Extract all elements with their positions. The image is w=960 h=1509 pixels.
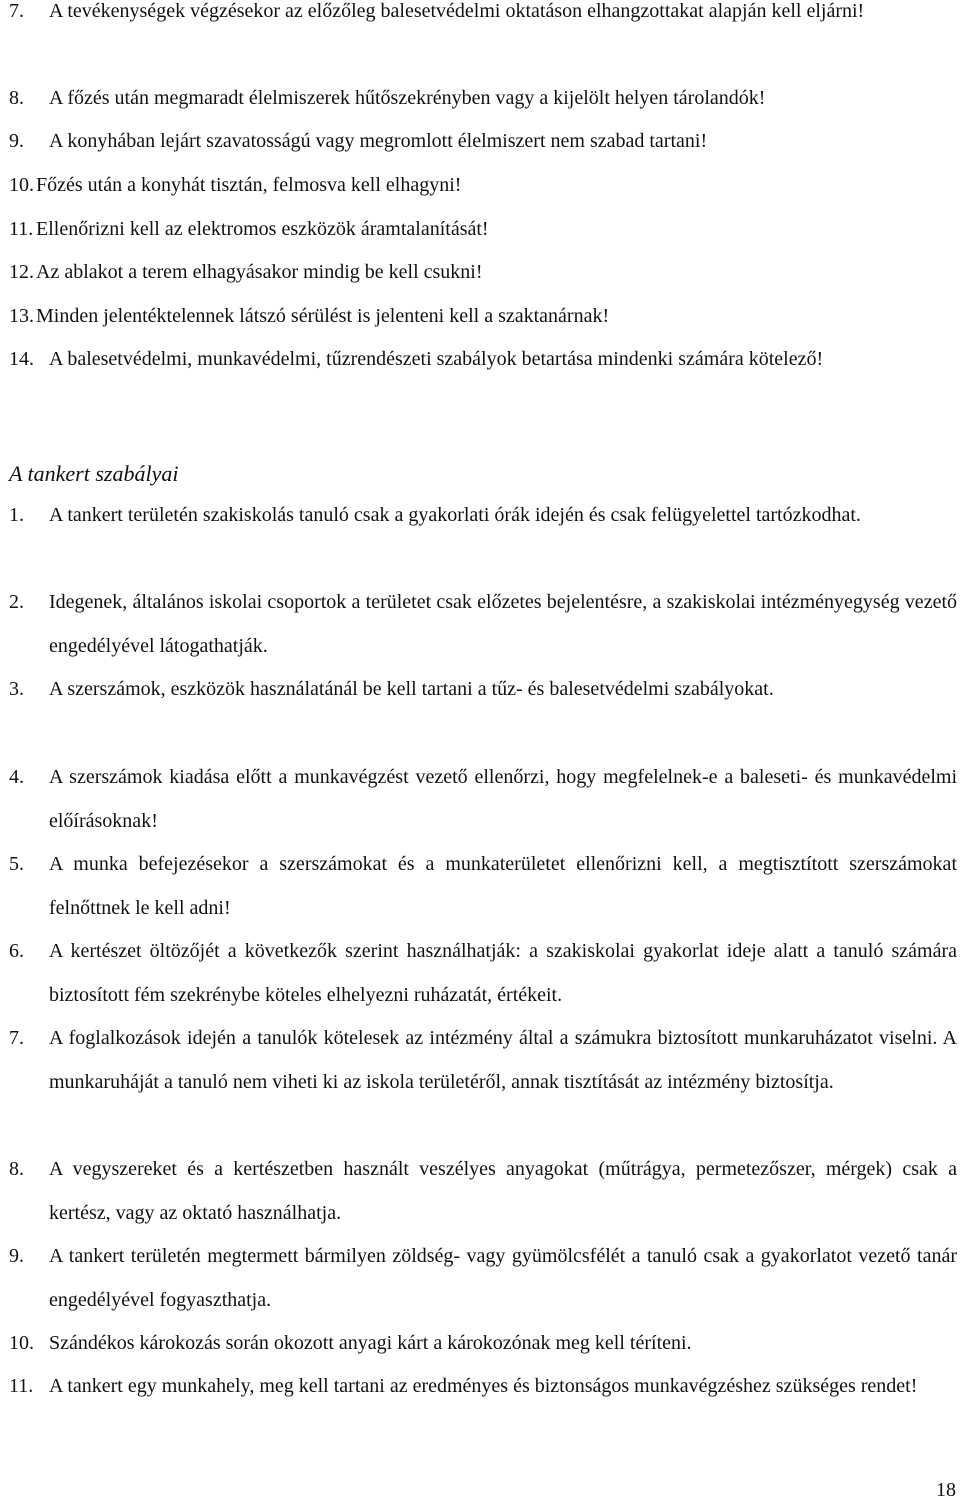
list-text: Ellenőrizni kell az elektromos eszközök áramtalanítását! (36, 218, 489, 240)
list-item (9, 77, 957, 121)
list-text: A vegyszereket és a kertészetben használt veszélyes anyagokat (műtrágya, permetezőszer, mérgek) csak a kertész, vagy az oktató használhatja. (49, 1158, 957, 1224)
list-number: 1. (9, 504, 24, 526)
list-number: 11. (9, 1375, 34, 1397)
section-heading: A tankert szabályai (9, 461, 179, 486)
list-number: 12. (9, 261, 34, 283)
list-item (9, 1148, 957, 1235)
list-number: 4. (9, 766, 24, 788)
list-number: 7. (9, 0, 24, 22)
list-number: 10. (9, 1332, 34, 1354)
list-text: A foglalkozások idején a tanulók kötelesek az intézmény által a számukra biztosított munkaruházatot viselni. A munkaruháját a tanuló nem viheti ki az iskola területéről, annak tisztítását az intézmény biztosítja. (49, 1027, 957, 1093)
list-text: A kertészet öltözőjét a következők szerint használhatják: a szakiskolai gyakorlat ideje alatt a tanuló számára biztosított fém szekrénybe köteles elhelyezni ruházatát, értékeit. (49, 940, 957, 1006)
list-item (9, 1365, 957, 1409)
list-item (9, 120, 957, 164)
list-item (9, 338, 957, 382)
list-text: Idegenek, általános iskolai csoportok a területet csak előzetes bejelentésre, a szakiskolai intézményegység vezető engedélyével látogathatják. (49, 591, 957, 657)
list-number: 7. (9, 1027, 24, 1049)
list-text: A munka befejezésekor a szerszámokat és a munkaterületet ellenőrizni kell, a megtisztított szerszámokat felnőttnek le kell adni! (49, 853, 957, 919)
list-number: 3. (9, 678, 24, 700)
list-item (9, 494, 957, 538)
list-text: A tankert területén megtermett bármilyen zöldség- vagy gyümölcsfélét a tanuló csak a gyakorlatot vezető tanár engedélyével fogyaszthatja. (49, 1245, 957, 1311)
list-number: 13. (9, 305, 34, 327)
list-text: A tankert egy munkahely, meg kell tartani az eredményes és biztonságos munkavégzéshez szükséges rendet! (49, 1375, 918, 1397)
list-item (9, 843, 957, 930)
list-item (9, 251, 957, 295)
list-item (9, 930, 957, 1017)
list-item (9, 1322, 957, 1366)
list-text: A főzés után megmaradt élelmiszerek hűtőszekrényben vagy a kijelölt helyen tárolandók! (49, 87, 766, 109)
list-number: 14. (9, 348, 34, 370)
list-text: Szándékos károkozás során okozott anyagi kárt a károkozónak meg kell téríteni. (49, 1332, 692, 1354)
list-text: Főzés után a konyhát tisztán, felmosva kell elhagyni! (36, 174, 462, 196)
list-text: Az ablakot a terem elhagyásakor mindig be kell csukni! (36, 261, 483, 283)
list-text: Minden jelentéktelennek látszó sérülést is jelenteni kell a szaktanárnak! (36, 305, 610, 327)
list-text: A szerszámok, eszközök használatánál be kell tartani a tűz- és balesetvédelmi szabályokat. (49, 678, 774, 700)
page-number: 18 (936, 1479, 956, 1501)
list-item (9, 581, 957, 668)
list-number: 10. (9, 174, 34, 196)
list-number: 6. (9, 940, 24, 962)
list-number: 8. (9, 87, 24, 109)
list-item (9, 295, 957, 339)
list-number: 8. (9, 1158, 24, 1180)
list-item (9, 208, 957, 252)
list-item (9, 164, 957, 208)
list-text: A konyhában lejárt szavatosságú vagy megromlott élelmiszert nem szabad tartani! (49, 130, 708, 152)
list-text: A balesetvédelmi, munkavédelmi, tűzrendészeti szabályok betartása mindenki számára kötelező! (49, 348, 824, 370)
list-item (9, 1017, 957, 1104)
list-number: 2. (9, 591, 24, 613)
list-text: A tankert területén szakiskolás tanuló csak a gyakorlati órák idején és csak felügyelettel tartózkodhat. (49, 504, 861, 526)
list-number: 9. (9, 1245, 24, 1267)
list-text: A szerszámok kiadása előtt a munkavégzést vezető ellenőrzi, hogy megfelelnek-e a baleseti- és munkavédelmi előírásoknak! (49, 766, 957, 832)
list-item (9, 668, 957, 712)
list-item (9, 756, 957, 843)
list-number: 5. (9, 853, 24, 875)
list-number: 9. (9, 130, 24, 152)
list-item (9, 0, 957, 34)
list-number: 11. (9, 218, 34, 240)
list-text: A tevékenységek végzésekor az előzőleg balesetvédelmi oktatáson elhangzottakat alapján kell eljárni! (49, 0, 865, 22)
list-item (9, 1235, 957, 1322)
